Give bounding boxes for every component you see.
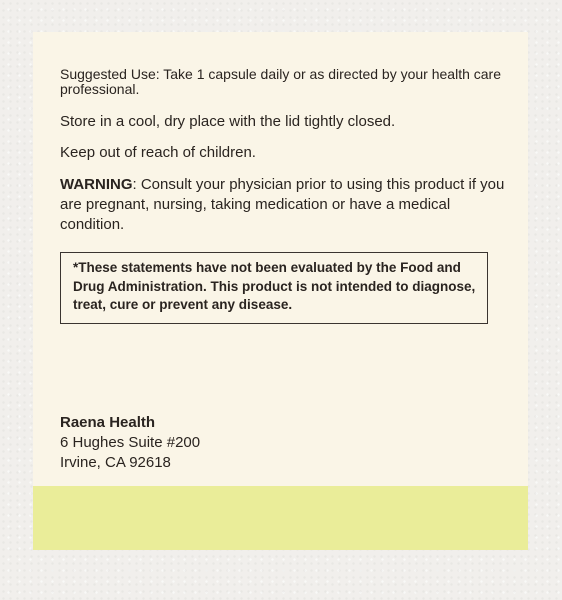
product-label <box>33 32 528 550</box>
suggested-use-text: Suggested Use: Take 1 capsule daily or as directed by your health care professional. <box>60 66 501 97</box>
address-city: Irvine, CA 92618 <box>60 454 171 471</box>
fda-disclaimer-text: *These statements have not been evaluated by the Food and Drug Administration. This product is not intended to diagnose, treat, cure or prevent any disease. <box>73 260 476 312</box>
company-name: Raena Health <box>60 414 156 431</box>
fda-disclaimer-box <box>60 252 488 324</box>
warning-body: : Consult your physician prior to using this product if you are pregnant, nursing, taking medication or have a medical condition. <box>60 176 505 233</box>
company-address <box>60 413 200 473</box>
storage-text: Store in a cool, dry place with the lid tightly closed. <box>60 113 396 130</box>
address-street: 6 Hughes Suite #200 <box>60 434 201 451</box>
warning-text <box>60 175 505 235</box>
label-content <box>60 67 505 324</box>
color-band <box>33 486 528 550</box>
warning-title: WARNING <box>60 176 133 193</box>
children-warning-text: Keep out of reach of children. <box>60 144 256 161</box>
